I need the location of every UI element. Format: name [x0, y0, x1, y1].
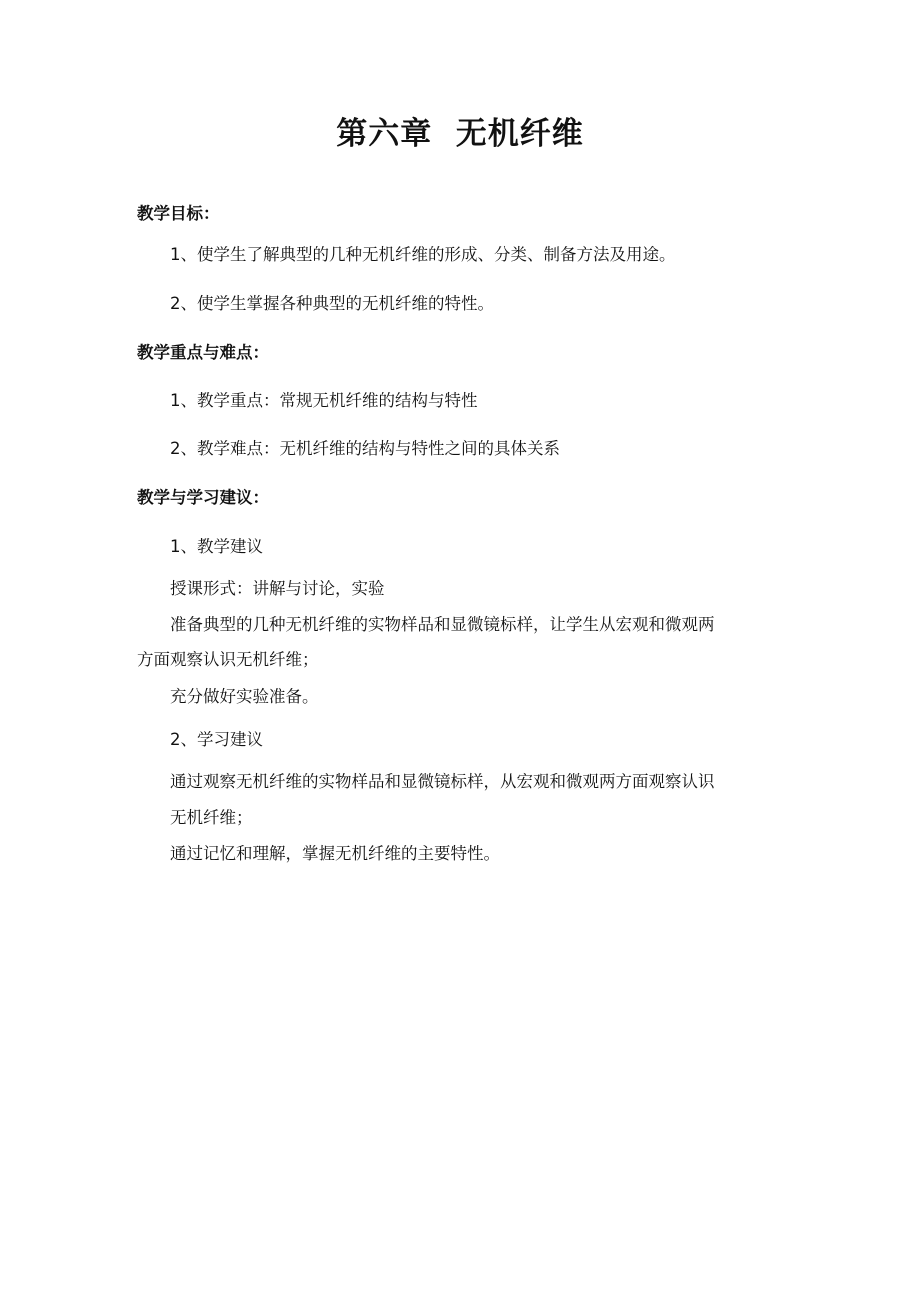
learning-observe-text-line2: 无机纤维；: [170, 808, 253, 827]
learning-suggestion-label: 2、学习建议: [170, 730, 263, 749]
key-points-heading: 教学重点与难点：: [137, 343, 269, 362]
teaching-goals-heading: 教学目标：: [137, 204, 220, 223]
teaching-form-text: 授课形式：讲解与讨论，实验: [170, 579, 385, 598]
difficult-point-item-2: 2、教学难点：无机纤维的结构与特性之间的具体关系: [170, 439, 560, 458]
teaching-prep-text-line2: 方面观察认识无机纤维；: [137, 650, 319, 669]
key-point-item-1: 1、教学重点：常规无机纤维的结构与特性: [170, 391, 478, 410]
teaching-suggestion-label: 1、教学建议: [170, 537, 263, 556]
experiment-prep-text: 充分做好实验准备。: [170, 687, 319, 706]
learning-observe-text-line1: 通过观察无机纤维的实物样品和显微镜标样，从宏观和微观两方面观察认识: [170, 772, 715, 791]
learning-memory-text: 通过记忆和理解，掌握无机纤维的主要特性。: [170, 844, 500, 863]
goal-item-2: 2、使学生掌握各种典型的无机纤维的特性。: [170, 294, 494, 313]
goal-item-1: 1、使学生了解典型的几种无机纤维的形成、分类、制备方法及用途。: [170, 245, 676, 264]
page-title: 第六章 无机纤维: [336, 116, 584, 152]
suggestions-heading: 教学与学习建议：: [137, 488, 269, 507]
teaching-prep-text-line1: 准备典型的几种无机纤维的实物样品和显微镜标样，让学生从宏观和微观两: [170, 615, 715, 634]
